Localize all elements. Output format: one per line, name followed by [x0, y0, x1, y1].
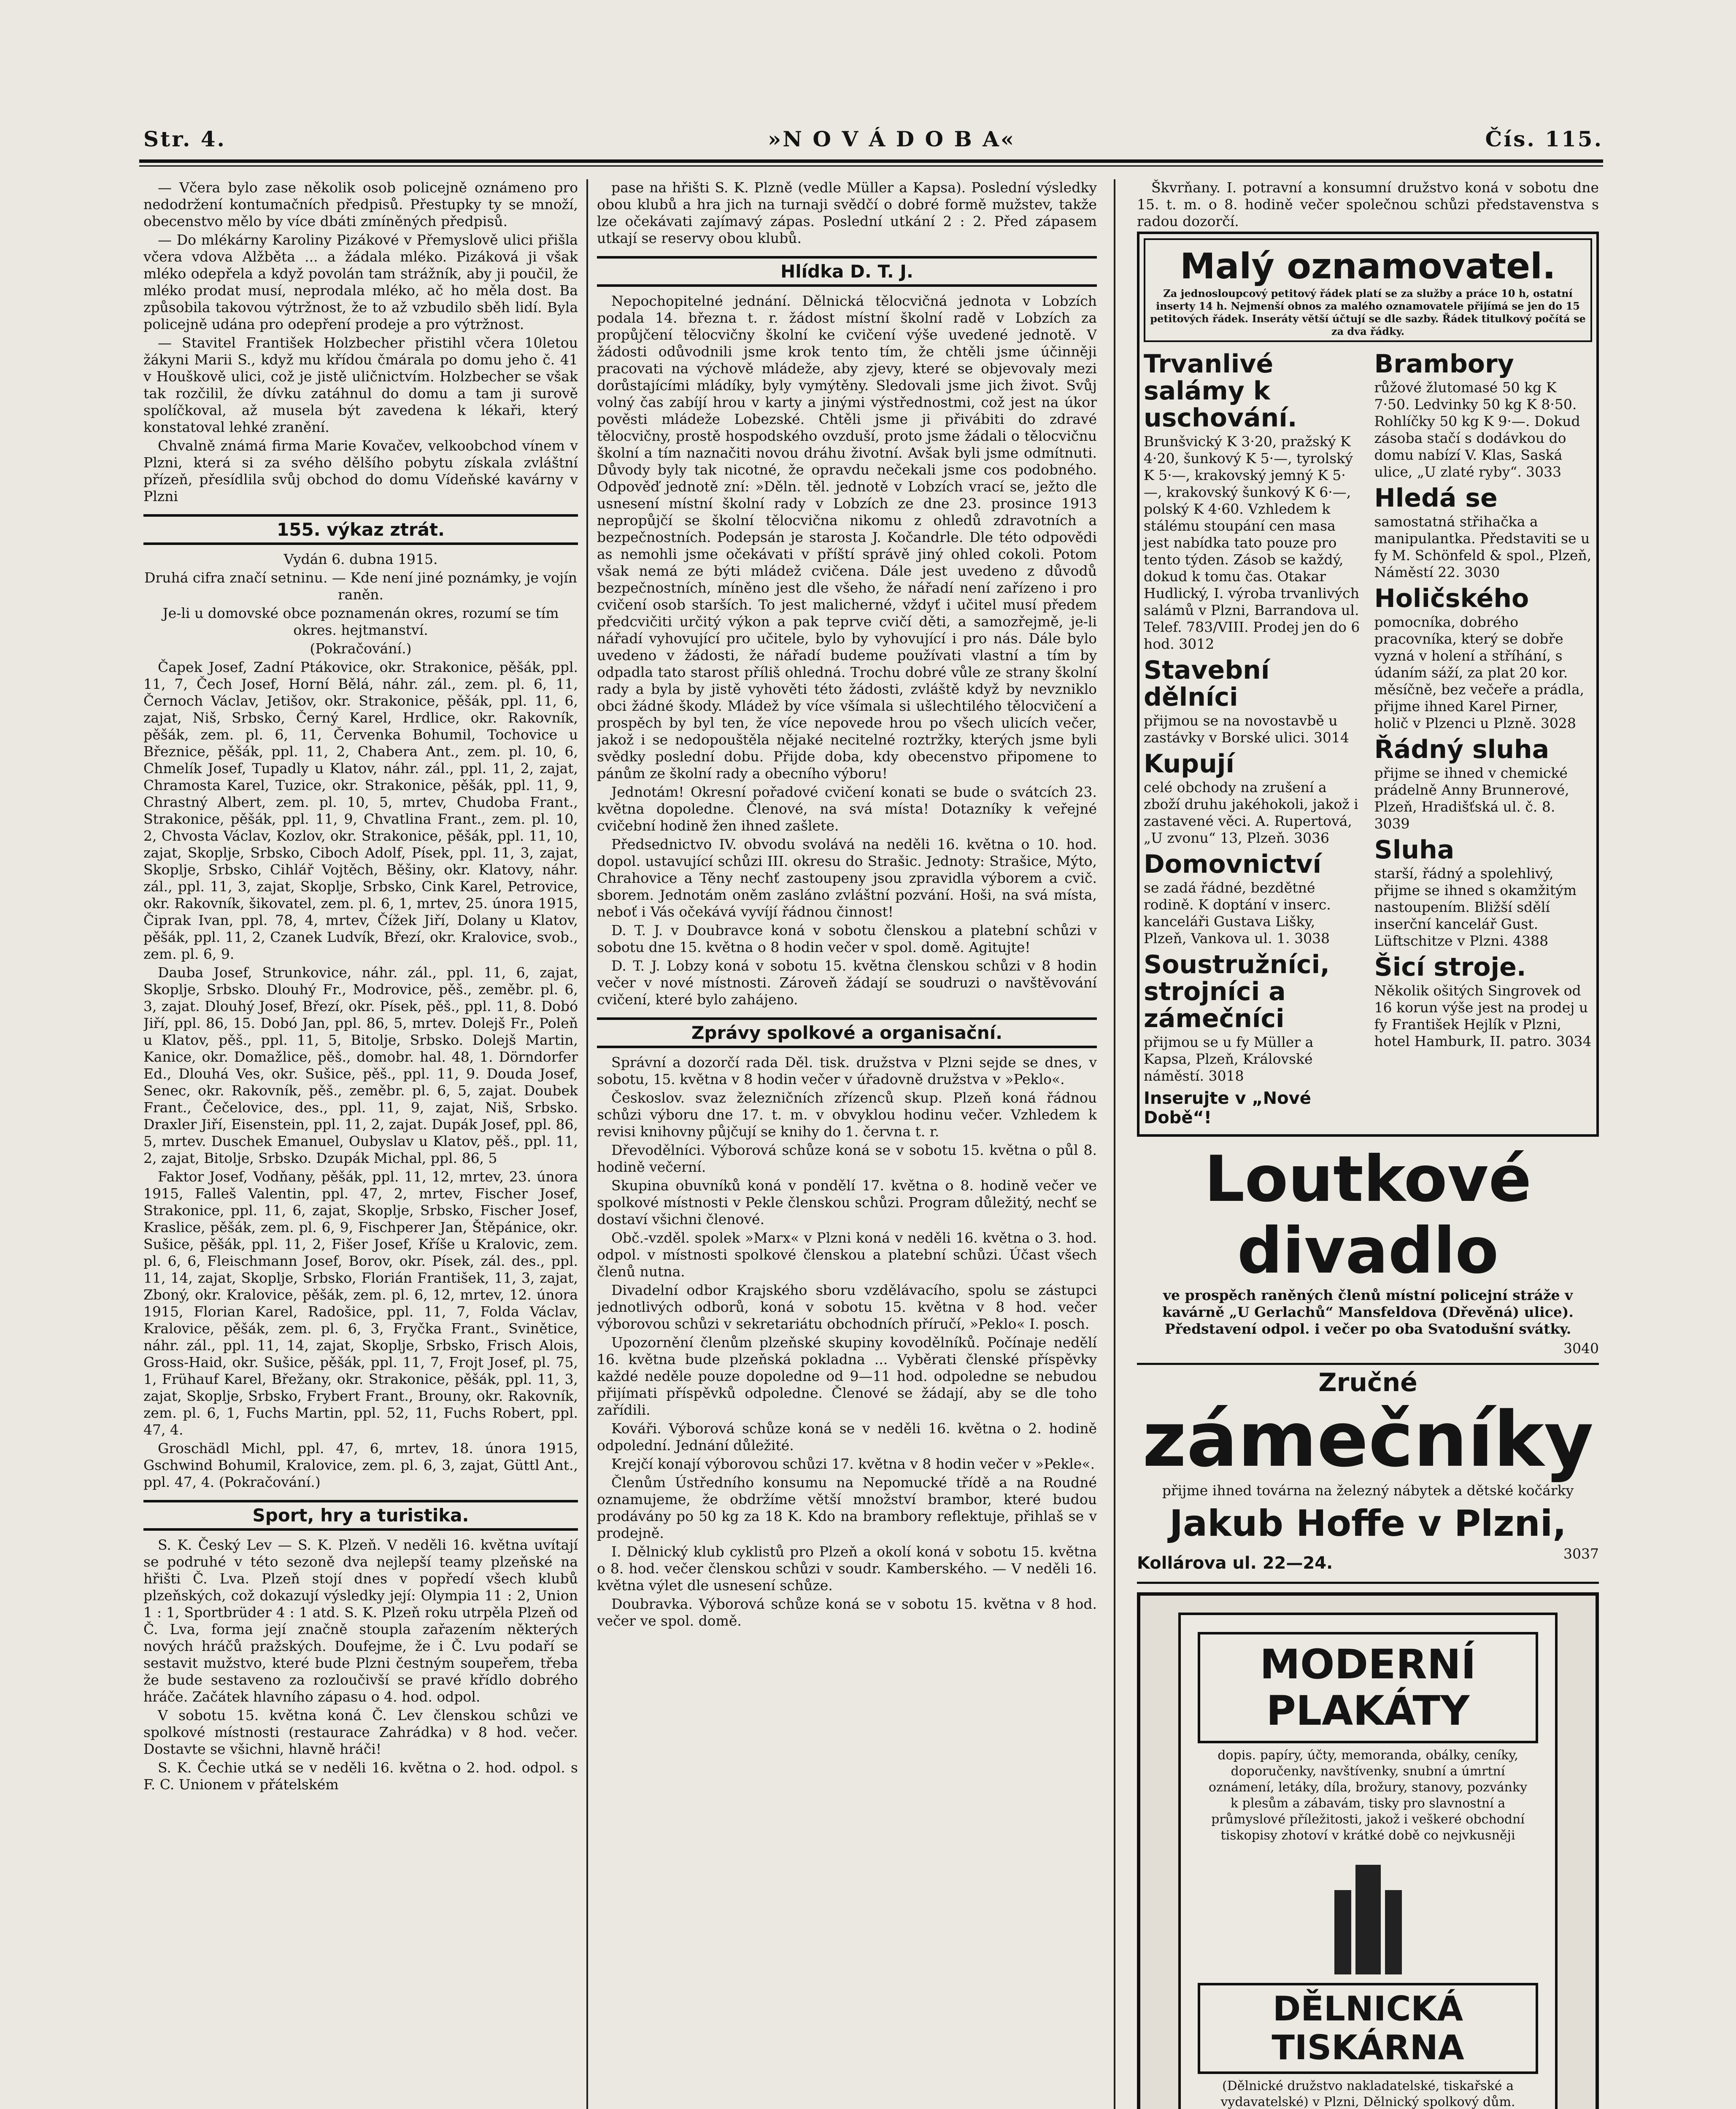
spolky-section-title: Zprávy spolkové a organisační.	[597, 1017, 1097, 1048]
classified-ad	[1144, 657, 1362, 746]
ad-text: pomocníka, dobrého pracovníka, který se dobře vyzná v holení a stříhání, s údaním sáží, za plat 20 kor. měsíčně, bez večeře a prádla, přijme ihned Karel Pirner, holič v Plzenci u Plzně. 3028	[1374, 614, 1585, 731]
loss-list-entry: Groschädl Michl, ppl. 47, 6, mrtev, 18. února 1915, Gschwind Bohumil, Kralovice, zem. pl. 6, 3, zajat, Güttl Ant., ppl. 47, 4. (Pokračování.)	[143, 1440, 578, 1490]
sport-paragraph: S. K. Český Lev — S. K. Plzeň. V neděli 16. května uvítají se podruhé v této sezoně dva nejlepší teamy plzeňské na hřišti Č. Lva. Plzeň stojí dnes v popředí všech klubů plzeňských, což dokazují výsledky její: Olympia 11 : 2, Union 1 : 1, Sportbrüder 4 : 1 atd. S. K. Plzeň roku utrpěla Plzeň od Č. Lva, forma její značně stoupla zařazením některých nových hráčů pražských. Doufejme, že i Č. Lvu podaří se sestavit mužstvo, které bude Plzni čestným soupeřem, třeba že bude sestaveno za rozloučivší se pravé křídlo dobrého hráče. Začátek hlavního zápasu o 4. hod. odpol.	[143, 1537, 578, 1705]
news-paragraph: Chvalně známá firma Marie Kovačev, velkoobchod vínem v Plzni, která si za svého dělšího pobytu získala zvláštní přízeň, přesídlila svůj obchod do domu Vídeňské kavárny v Plzni	[143, 437, 578, 504]
ad-text: přijmou se na novostavbě u zastávky v Borské ulici. 3014	[1144, 712, 1350, 746]
loss-list-meta: Druhá cifra značí setninu. — Kde není jiné poznámky, je vojín raněn.	[144, 569, 577, 603]
classified-ad	[1144, 750, 1362, 847]
header-rule	[139, 159, 1603, 163]
news-paragraph: — Stavitel František Holzbecher přistihl včera 10letou žákyni Marii S., když mu křídou čmárala po domu jeho č. 41 v Houškově ulici, což je jistě uličnictvím. Holzbecher se však tak rozčilil, že dívku zatáhnul do domu a tam ji surově spolíčkoval, až musela být zavedena k lékaři, který konstatoval lehké zranění.	[143, 334, 578, 435]
locksmith-title: zámečníky	[1142, 1396, 1594, 1484]
classifieds-grid	[1144, 346, 1592, 1130]
ad-text: přijme se ihned v chemické prádelně Anny Brunnerové, Plzeň, Hradišťská ul. č. 8. 3039	[1374, 765, 1569, 832]
ad-heading: Kupují	[1144, 749, 1234, 779]
puppet-theatre-title: Loutkové divadlo	[1204, 1143, 1532, 1288]
column-2	[597, 179, 1097, 2109]
ad-text: se zadá řádné, bezdětné rodině. K doptání v inserc. kanceláři Gustava Lišky, Plzeň, Vankova ul. 1. 3038	[1144, 879, 1331, 947]
press-logo-icon	[1309, 1865, 1427, 1974]
news-paragraph: — Včera bylo zase několik osob policejně oznámeno pro nedodržení kontumačních předpisů. Přestupky ty se množí, obecenstvo mělo by více dbáti zmíněných předpisů.	[143, 179, 578, 229]
loss-list-meta: Vydán 6. dubna 1915.	[283, 551, 438, 567]
spolky-paragraph: Skupina obuvníků koná v pondělí 17. května o 8. hodině večer ve spolkové místnosti v Pekle členskou schůzi. Program důležitý, nechť se dostaví všichni členové.	[597, 1177, 1097, 1227]
spolky-paragraph: Divadelní odbor Krajského sboru vzdělávacího, spolu se zástupci jednotlivých odborů, koná v sobotu 15. května v 8 hod. večer výborovou schůzi v sekretariátu obchodních příručí, »Peklo« I. posch.	[597, 1282, 1097, 1332]
ad-text: přijmou se u fy Müller a Kapsa, Plzeň, Královské náměstí. 3018	[1144, 1034, 1314, 1084]
classified-ad	[1144, 951, 1362, 1084]
classified-ad	[1374, 836, 1593, 949]
loss-list-entry: Čapek Josef, Zadní Ptákovice, okr. Strakonice, pěšák, ppl. 11, 7, Čech Josef, Horní Bělá, náhr. zál., zem. pl. 6, 11, Černoch Václav, Jetišov, okr. Strakonice, pěšák, ppl. 11, 6, zajat, Niš, Srbsko, Černý Karel, Hrdlice, okr. Rakovník, pěšák, zem. pl. 6, 11, Červenka Bohumil, Tochovice u Březnice, pěšák, ppl. 11, 2, Chabera Ant., zem. pl. 10, 6, Chmelík Josef, Tupadly u Klatov, náhr. zál., ppl. 11, 2, zajat, Chramosta Karel, Tuzice, okr. Strakonice, pěšák, ppl. 11, 9, Chrastný Albert, zem. pl. 10, 5, mrtev, Chudoba Frant., Strakonice, pěšák, ppl. 11, 9, Chvatlina Frant., zem. pl. 10, 2, Chvosta Václav, Kozlov, okr. Strakonice, pěšák, ppl. 11, 10, zajat, Skoplje, Srbsko, Ciboch Adolf, Písek, ppl. 11, 3, zajat, Skoplje, Srbsko, Cihlář Vojtěch, Běšiny, okr. Klatovy, náhr. zál., ppl. 11, 3, zajat, Skoplje, Srbsko, Cink Karel, Petrovice, okr. Rakovník, šikovatel, zem. pl. 6, 1, mrtev, 25. února 1915, Čiprak Ivan, ppl. 78, 4, mrtev, Čížek Jiří, Dolany u Klatov, pěšák, ppl. 11, 2, Czanek Ludvík, Březí, okr. Kralovice, svob., zem. pl. 6, 9.	[143, 659, 578, 962]
poster-subtitle: (Dělnické družstvo nakladatelské, tiskařské a vydavatelské) v Plzni, Dělnický spolkový dům.	[1220, 2079, 1515, 2109]
ad-heading: Šicí stroje.	[1374, 952, 1526, 982]
ad-heading: Hledá se	[1374, 483, 1498, 513]
sport-continuation: pase na hřišti S. K. Plzně (vedle Müller a Kapsa). Poslední výsledky obou klubů a hra jich na turnaji svědčí o dobré formě mužstev, takže lze očekávati zajímavý zápas. Poslední utkání 2 : 2. Před zápasem utkají se reservy obou klubů.	[597, 179, 1097, 246]
ad-number: 3037	[1563, 1545, 1599, 1562]
ad-text: Několik ošitých Singrovek od 16 korun výše jest na prodej u fy František Hejlík v Plzni, hotel Hamburk, II. patro. 3034	[1374, 982, 1592, 1049]
classified-ad	[1374, 585, 1593, 732]
hlidka-paragraph: Nepochopitelné jednání. Dělnická tělocvičná jednota v Lobzích podala 14. března t. r. žádost místní školní radě v Lobzích za propůjčení tělocvičny školní ke cvičení výše uvedené jednotě. V žádosti odůvodnili jsme krok tento tím, že chtěli jsme účinněji pracovati na výchově mládeže, aby zjevy, které se objevovaly mezi dorůstajícími mládíky, byly vymýtěny. Sledovali jsme jich život. Svůj volný čas zabíjí hrou v karty a jinými výstřednostmi, což jest na úkor pověsti mládeže Lobezské. Chtěli jsme ji přivábiti do zdravé tělocvičny, prostě hospodského ovzduší, proto jsme žádali o tělocvičnu školní a tím naznačiti novou dráhu životní. Avšak byli jsme odmítnuti. Důvody byly tak nicotné, že opravdu nečekali jsme cos podobného. Odpověď jednotě zní: »Děln. těl. jednotě v Lobzích vrací se, ježto dle usnesení místní školní rady v Lobzích ze dne 23. prosince 1913 nepropůjčí se školní tělocvična nikomu z ohledů zdravotních a bezpečnostních. Podepsán je starosta J. Kočandrle. Dle této odpovědi as nemohli jsme očekávati v příští správě jiný ohled cokoli. Potom však nemá ze býti mládež cvičena. Dále jest uvedeno z důvodů bezpečnostních, míněno jest dle všeho, že nářadí není zařízeno i pro cvičení osob starších. To jest malicherné, vždyť i učitel musí předem předcvičiti určitý výkon a pak teprve cvičí děti, a samozřejmě, je-li nářadí vyhovující pro učitele, bylo by vyhovující i pro nás. Dále bylo uvedeno v žádosti, že nářadí budeme používati vlastní a tím by odpadla tato starost příliš ohledná. Trochu dobré vůle ze strany školní rady a byla by jistě vyhověti této žádosti, zvláště když by nevzniklo obci žádné škody. Mládež by více všímala si ušlechtilého tělocvičení a prospěch by byl ten, že více nepovede hrou po všech ulicích večer, jakož i se nedopouštěla nějaké necitelné roztržky, kterých jsme byli svědky poslední dobu. Přijde doba, kdy obecenstvo připomene to pánům ze školní rady a obecního výboru!	[597, 293, 1097, 782]
classifieds-title: Malý oznamovatel.	[1180, 245, 1556, 287]
classifieds-left	[1144, 346, 1362, 1130]
header-rule-thin	[139, 165, 1603, 167]
classifieds-note: Za jednosloupcový petitový řádek platí se za služby a práce 10 h, ostatní inserty 14 h. Nejmenší obnos za malého oznamovatele přijímá se jen do 15 petitových řádek. Inseráty větší účtují se dle sazby. Řádek titulkový počítá se za dva řádky.	[1150, 287, 1586, 337]
ad-text: růžové žlutomasé 50 kg K 7·50. Ledvinky 50 kg K 8·50. Rohlíčky 50 kg K 9·—. Dokud zásoba stačí s dodávkou do domu nabízí V. Klas, Saská ulice, „U zlaté ryby“. 3033	[1374, 379, 1580, 480]
hlidka-section-title: Hlídka D. T. J.	[597, 256, 1097, 287]
poster-text: dopis. papíry, účty, memoranda, obálky, ceníky, doporučenky, navštívenky, snubní a úmrtní oznámení, letáky, díla, brožury, stanovy, pozvánky k plesům a zábavám, tisky pro slavnostní a průmyslové příležitosti, jakož i veškeré obchodní tiskopisy zhotoví v krátké době co nejvkusněji	[1208, 1748, 1528, 1843]
newspaper-title: »N O V Á D O B A«	[768, 127, 1016, 151]
locksmith-firm: Jakub Hoffe v Plzni,	[1169, 1502, 1566, 1545]
ad-heading: Trvanlivé salámy k uschování.	[1144, 349, 1297, 433]
poster-bottom-title: DĚLNICKÁ TISKÁRNA	[1272, 1989, 1464, 2067]
spolky-paragraph: Obč.-vzděl. spolek »Marx« v Plzni koná v neděli 16. května o 3. hod. odpol. v místnosti spolkové členskou a platební schůzi. Účast všech členů nutna.	[597, 1230, 1097, 1280]
printing-house-inner	[1178, 1613, 1558, 2109]
ad-heading: Řádný sluha	[1374, 735, 1550, 764]
loss-list-meta: (Pokračování.)	[310, 640, 412, 657]
spolky-paragraph: Kováři. Výborová schůze koná se v neděli 16. května o 2. hodině odpolední. Jednání důležité.	[597, 1420, 1097, 1454]
ad-heading: Domovnictví	[1144, 850, 1322, 879]
column-divider	[586, 179, 588, 2109]
loss-list-entry: Dauba Josef, Strunkovice, náhr. zál., ppl. 11, 6, zajat, Skoplje, Srbsko. Dlouhý Fr., Modrovice, pěš., zeměbr. pl. 6, 3, zajat. Dlouhý Josef, Březí, okr. Písek, pěš., ppl. 11, 8. Dobó Jiří, ppl. 86, 15. Dobó Jan, ppl. 86, 5, mrtev. Dolejš Fr., Poleň u Klatov, pěš., ppl. 11, 5, Bitolje, Srbsko. Dolejš Martin, Kanice, okr. Domažlice, pěš., domobr. hal. 48, 1. Dörndorfer Ed., Dlouhá Ves, okr. Sušice, pěš., ppl. 11, 9. Douda Josef, Senec, okr. Rakovník, pěš., zeměbr. pl. 6, 5, zajat. Doubek Frant., Čečelovice, des., ppl. 11, 9, zajat, Niš, Srbsko. Draxler Jiří, Eisenstein, ppl. 11, 2, zajat. Dupák Josef, ppl. 86, 5, mrtev. Duschek Emanuel, Oubyslav u Klatov, pěš., ppl. 11, 2, zajat, Bitolje, Srbsko. Dzupák Michal, ppl. 86, 5	[143, 964, 578, 1166]
issue-number: Čís. 115.	[1485, 127, 1603, 151]
spolky-continuation: Škvrňany. I. potravní a konsumní družstvo koná v sobotu dne 15. t. m. o 8. hodině večer společnou schůzi představenstva s radou dozorčí.	[1137, 179, 1599, 229]
ad-text: celé obchody na zrušení a zboží druhu jakéhokoli, jakož i zastavené věci. A. Rupertová, „U zvonu“ 13, Plzeň. 3036	[1144, 779, 1358, 846]
locksmith-address: Kollárova ul. 22—24.	[1137, 1553, 1333, 1573]
classifieds-box	[1137, 232, 1599, 1137]
ad-heading: Brambory	[1374, 349, 1514, 379]
spolky-paragraph: Správní a dozorčí rada Děl. tisk. družstva v Plzni sejde se dnes, v sobotu, 15. května v 8 hodin večer v úřadovně družstva v »Peklo«.	[597, 1054, 1097, 1087]
hlidka-paragraph: Jednotám! Okresní pořadové cvičení konati se bude o svátcích 23. května dopoledne. Členové, na svá místa! Dotazníky k veřejné cvičební hodině žen ihned zašlete.	[597, 784, 1097, 834]
loss-list-entry: Faktor Josef, Vodňany, pěšák, ppl. 11, 12, mrtev, 23. února 1915, Falleš Valentin, ppl. 47, 2, mrtev, Fischer Josef, Strakonice, ppl. 11, 6, zajat, Skoplje, Srbsko, Fischer Josef, Kraslice, pěšák, zem. pl. 6, 9, Fischperer Jan, Štěpánice, okr. Sušice, pěšák, ppl. 11, 2, Fišer Josef, Kříše u Kralovic, zem. pl. 6, 6, Fleischmann Josef, Borov, okr. Písek, zál. des., ppl. 11, 14, zajat, Skoplje, Srbsko, Florián František, 11, 3, zajat, Zboný, okr. Kralovice, pěšák, zem. pl. 6, 12, mrtev, 12. února 1915, Florian Karel, Radošice, ppl. 11, 7, Folda Václav, Kralovice, pěšák, zem. pl. 6, 3, Fryčka Frant., Svinětice, náhr. zál., ppl. 11, 14, zajat, Skoplje, Srbsko, Frisch Alois, Gross-Haid, okr. Sušice, pěšák, ppl. 11, 7, Frojt Josef, pl. 75, 1, Frühauf Karel, Břežany, okr. Strakonice, pěšák, ppl. 11, 3, zajat, Skoplje, Srbsko, Frybert Frant., Brouny, okr. Rakovník, zem. pl. 6, 1, Fuchs Martin, ppl. 52, 11, Fuchs Robert, ppl. 47, 4.	[143, 1168, 578, 1438]
poster-title: MODERNÍ PLAKÁTY	[1260, 1641, 1476, 1734]
sport-section-title: Sport, hry a turistika.	[143, 1500, 578, 1531]
ad-heading: Sluha	[1374, 835, 1455, 865]
spolky-paragraph: Dřevodělníci. Výborová schůze koná se v sobotu 15. května o půl 8. hodině večerní.	[597, 1142, 1097, 1175]
ad-heading: Holičského	[1374, 584, 1529, 613]
puppet-theatre-text: ve prospěch raněných členů místní policejní stráže v kavárně „U Gerlachů“ Mansfeldova (Dřevěná) ulice). Představení odpol. i večer po oba Svatodušní svátky.	[1162, 1287, 1574, 1337]
ad-text: starší, řádný a spolehlivý, přijme se ihned s okamžitým nastoupením. Bližší sdělí inserční kancelář Gust. Lüftschitze v Plzni. 4388	[1374, 865, 1577, 949]
spolky-paragraph: Krejčí konají výborovou schůzi 17. května v 8 hodin večer v »Pekle«.	[611, 1456, 1095, 1472]
ad-text: Brunšvický K 3·20, pražský K 4·20, šunkový K 5·—, tyrolský K 5·—, krakovský jemný K 5·—, krakovský šunkový K 6·—, polský K 4·60. Vzhledem k stálému stoupání cen masa jest nabídka tato pouze pro tento týden. Zásob se každý, dokud k tomu čas. Otakar Hudlický, I. výroba trvanlivých salámů v Plzni, Barrandova ul. Telef. 783/VIII. Prodej jen do 6 hod. 3012	[1144, 433, 1360, 652]
page-header	[143, 127, 1603, 156]
spolky-paragraph: Upozornění členům plzeňské skupiny kovodělníků. Počínaje nedělí 16. května bude plzeňská pokladna ... Vyběrati členské příspěvky každé neděle pouze dopoledne od 9—11 hod. odpoledne se nebudou přijímati příspěvků odpoledne. Členové se žádají, aby se dle toho zařídili.	[597, 1334, 1097, 1418]
news-paragraph: — Do mlékárny Karoliny Pizákové v Přemyslově ulici přišla včera vdova Alžběta ... a žádala mléko. Pizáková ji však mléko odepřela a když povolán tam strážník, aby ji poučil, že mléko prodat musí, neprodala mléko, ač ho měla dost. Ba způsobila takovou výtržnost, že to až vzbudilo sběh lidí. Byla policejně udána pro odepření prodeje a pro výtržnost.	[143, 232, 578, 332]
column-3	[1137, 179, 1599, 2109]
hlidka-paragraph: D. T. J. Lobzy koná v sobotu 15. května členskou schůzi v 8 hodin večer v nové místnosti. Zároveň žádají se soudruzi o navštěvování cvičení, které bylo zahájeno.	[597, 957, 1097, 1008]
ad-number: 3040	[1563, 1340, 1599, 1357]
puppet-theatre-ad	[1137, 1143, 1599, 1365]
ad-heading: Inserujte v „Nové Době“!	[1144, 1089, 1311, 1127]
spolky-paragraph: Členům Ústředního konsumu na Nepomucké třídě a na Roudné oznamujeme, že obdržíme větší množství brambor, které budou prodávány po 50 kg za 18 K. Kdo na brambory reflektuje, přihlaš se v prodejně.	[597, 1474, 1097, 1541]
spolky-paragraph: Českoslov. svaz železničních zřízenců skup. Plzeň koná řádnou schůzi výboru dne 17. t. m. v obvyklou hodinu večer. Vzhledem k revisi knihovny půjčují se knihy do 1. června t. r.	[597, 1090, 1097, 1140]
hlidka-paragraph: Předsednictvo IV. obvodu svolává na neděli 16. května o 10. hod. dopol. ustavující schůzi III. okresu do Strašic. Jednoty: Strašice, Mýto, Chrahovice a Těny nechť zastoupeny jsou zpravidla výborem a cvič. sborem. Jednotám oněm zasláno zvláštní pozvání. Hoši, na svá místa, neboť i Vás očekává vyvíjí řádnou činnost!	[597, 836, 1097, 920]
page-number: Str. 4.	[143, 127, 226, 151]
classified-ad	[1144, 1089, 1362, 1127]
classified-ad	[1374, 351, 1593, 480]
locksmith-pre: Zručné	[1318, 1368, 1417, 1397]
classified-ad	[1374, 736, 1593, 832]
loss-list-title: 155. výkaz ztrát.	[143, 514, 578, 545]
classified-ad	[1374, 485, 1593, 581]
printing-house-ad	[1137, 1592, 1599, 2109]
column-1	[143, 179, 578, 2109]
ad-heading: Soustružníci, strojníci a zámečníci	[1144, 950, 1330, 1033]
classifieds-right	[1374, 346, 1593, 1130]
classified-ad	[1144, 851, 1362, 947]
spolky-paragraph: Doubravka. Výborová schůze koná se v sobotu 15. května v 8 hod. večer ve spol. domě.	[597, 1596, 1097, 1629]
classified-ad	[1144, 351, 1362, 653]
sport-paragraph: V sobotu 15. května koná Č. Lev členskou schůzi ve spolkové místnosti (restaurace Zahrádka) v 8 hod. večer. Dostavte se všichni, hlavně hráči!	[143, 1707, 578, 1757]
locksmith-text: přijme ihned továrna na železný nábytek a dětské kočárky	[1162, 1482, 1574, 1499]
hlidka-paragraph: D. T. J. v Doubravce koná v sobotu členskou a platební schůzi v sobotu dne 15. května o 8 hodin večer v spol. domě. Agitujte!	[597, 922, 1097, 955]
ad-text: samostatná střihačka a manipulantka. Představiti se u fy M. Schönfeld & spol., Plzeň, Náměstí 22. 3030	[1374, 513, 1592, 580]
sport-paragraph: S. K. Čechie utká se v neděli 16. května o 2. hod. odpol. s F. C. Unionem v přátelském	[143, 1759, 578, 1793]
ad-heading: Stavební dělníci	[1144, 655, 1270, 712]
classified-ad	[1374, 954, 1593, 1050]
loss-list-meta: Je-li u domovské obce poznamenán okres, rozumí se tím okres. hejtmanství.	[162, 605, 559, 638]
column-divider	[1114, 179, 1115, 2109]
locksmith-ad	[1137, 1369, 1599, 1584]
spolky-paragraph: I. Dělnický klub cyklistů pro Plzeň a okolí koná v sobotu 15. května o 8. hod. večer členskou schůzi v soudr. Kamberského. — V neděli 16. května výlet dle usnesení schůze.	[597, 1543, 1097, 1594]
